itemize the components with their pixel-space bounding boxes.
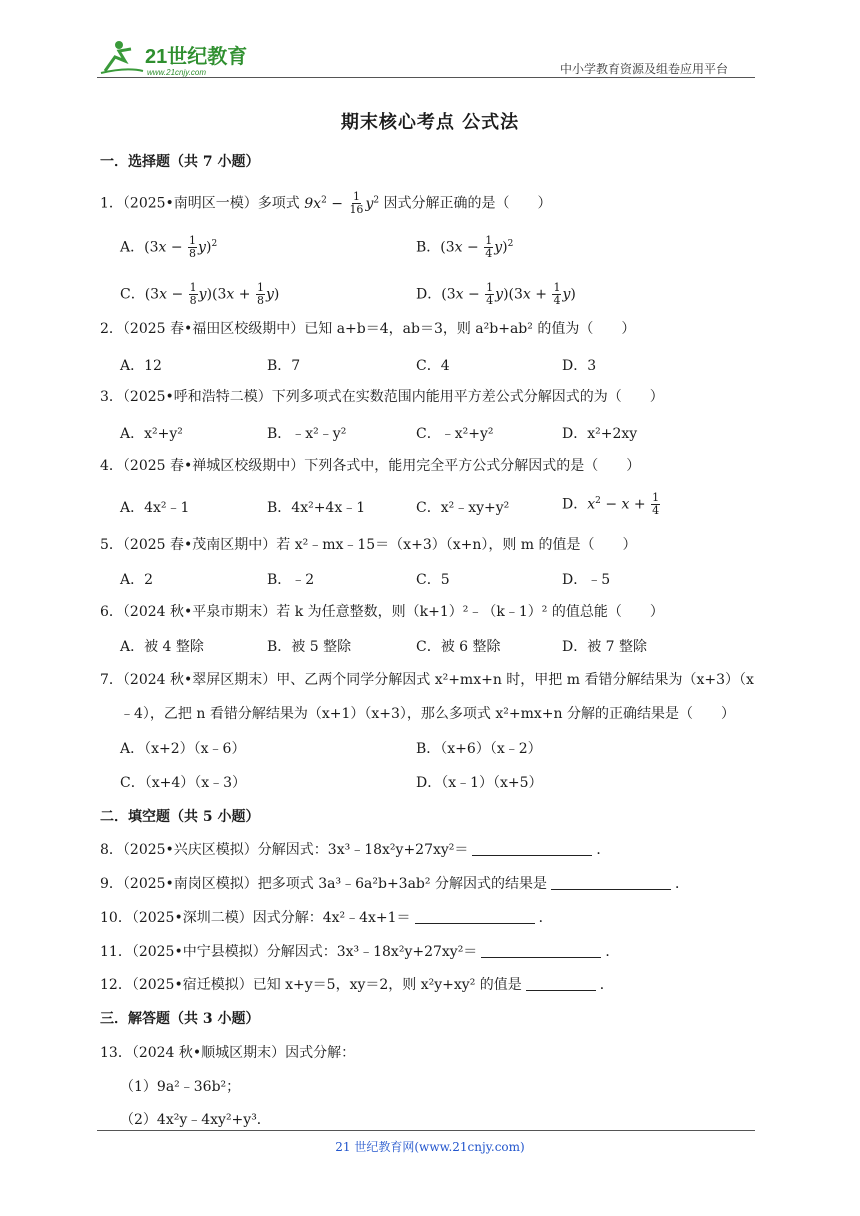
question-2-option-c: C．4 <box>416 358 450 374</box>
svg-text:21世纪教育: 21世纪教育 <box>145 46 248 68</box>
question-11: 11．（2025•中宁县模拟）分解因式：3x³﹣18x²y+27xy²＝ ． <box>100 944 620 960</box>
question-4: 4．（2025 春•禅城区校级期中）下列各式中，能用完全平方公式分解因式的是（ ） <box>100 458 641 474</box>
question-6-option-a: A．被 4 整除 <box>120 639 204 655</box>
question-1-option-b: B．(3x − $\frac{1}{4}$ y)$^2$ <box>416 234 514 260</box>
question-2-option-b: B．7 <box>267 358 301 374</box>
question-7-option-c: C．（x+4）（x﹣3） <box>120 775 247 791</box>
question-2: 2．（2025 春•福田区校级期中）已知 a+b＝4，ab＝3，则 a²b+ab² 的值为（ ） <box>100 321 636 337</box>
section-heading-answer: 三．解答题（共 3 小题） <box>100 1011 260 1027</box>
question-3-option-a: A．x²+y² <box>120 426 183 442</box>
question-6-option-c: C．被 6 整除 <box>416 639 501 655</box>
question-5-option-a: A．2 <box>120 572 154 588</box>
question-10: 10．（2025•深圳二模）因式分解：4x²﹣4x+1＝ ． <box>100 910 553 926</box>
question-7-option-d: D．（x﹣1）（x+5） <box>416 775 543 791</box>
question-1-expression: $9x^2$ − $\frac{1}{16}$ $y^2$ <box>304 190 380 217</box>
question-6: 6．（2024 秋•平泉市期末）若 k 为任意整数，则（k+1）²﹣（k﹣1）² 的值总能（ ） <box>100 604 664 620</box>
site-logo <box>97 37 267 79</box>
section-heading-choice: 一．选择题（共 7 小题） <box>100 154 260 170</box>
question-7-line-2: ﹣4），乙把 n 看错分解结果为（x+1）（x+3），那么多项式 x²+mx+n 分解的正确结果是（ ） <box>120 706 735 722</box>
question-6-option-d: D．被 7 整除 <box>562 639 648 655</box>
question-9: 9．（2025•南岗区模拟）把多项式 3a³﹣6a²b+3ab² 分解因式的结果是 ． <box>100 876 689 892</box>
footer-divider <box>97 1130 755 1131</box>
answer-blank-8[interactable] <box>472 841 592 856</box>
question-3-option-c: C．﹣x²+y² <box>416 426 494 442</box>
question-1-option-c: C．(3x − $\frac{1}{8}$ y)(3x + $\frac{1}{8}$ y) <box>120 281 280 307</box>
question-1-option-d: D．(3x − $\frac{1}{4}$ y)(3x + $\frac{1}{4}$ y) <box>416 281 576 307</box>
question-8: 8．（2025•兴庆区模拟）分解因式：3x³﹣18x²y+27xy²＝ ． <box>100 842 611 858</box>
question-2-option-a: A．12 <box>120 358 162 374</box>
question-7-option-a: A．（x+2）（x﹣6） <box>120 741 246 757</box>
question-1 <box>100 190 760 216</box>
question-12: 12．（2025•宿迁模拟）已知 x+y＝5，xy＝2，则 x²y+xy² 的值是 ． <box>100 977 614 993</box>
page-title: 期末核心考点 公式法 <box>340 112 520 133</box>
question-2-option-d: D．3 <box>562 358 597 374</box>
question-6-option-b: B．被 5 整除 <box>267 639 352 655</box>
question-1-suffix: 因式分解正确的是（ ） <box>383 195 552 212</box>
header-divider <box>97 77 755 78</box>
answer-blank-10[interactable] <box>415 909 535 924</box>
footer-link[interactable]: 21 世纪教育网(www.21cnjy.com) <box>335 1140 525 1154</box>
question-3: 3．（2025•呼和浩特二模）下列多项式在实数范围内能用平方差公式分解因式的为（ ） <box>100 389 664 405</box>
question-3-option-b: B．﹣x²﹣y² <box>267 426 347 442</box>
answer-blank-9[interactable] <box>551 875 671 890</box>
question-7-line-1: 7．（2024 秋•翠屏区期末）甲、乙两个同学分解因式 x²+mx+n 时，甲把 m 看错分解结果为（x+3）（x <box>100 672 754 688</box>
answer-blank-11[interactable] <box>481 943 601 958</box>
question-5-option-d: D．﹣5 <box>562 572 611 588</box>
question-4-option-b: B．4x²+4x﹣1 <box>267 500 366 516</box>
question-13-part-1: （1）9a²﹣36b²； <box>120 1079 241 1095</box>
question-7-option-b: B．（x+6）（x﹣2） <box>416 741 542 757</box>
question-4-option-d: D．$x^2 - x$ + $\frac{1}{4}$ <box>562 491 660 517</box>
question-5-option-c: C．5 <box>416 572 450 588</box>
question-13-part-2: （2）4x²y﹣4xy²+y³． <box>120 1112 271 1128</box>
question-1-prefix: 1．（2025•南明区一模）多项式 <box>100 195 300 212</box>
question-5: 5．（2025 春•茂南区期中）若 x²﹣mx﹣15＝（x+3）（x+n），则 m 的值是（ ） <box>100 537 637 553</box>
question-4-option-c: C．x²﹣xy+y² <box>416 500 510 516</box>
question-4-option-a: A．4x²﹣1 <box>120 500 190 516</box>
question-3-option-d: D．x²+2xy <box>562 426 638 442</box>
section-heading-fill: 二．填空题（共 5 小题） <box>100 809 260 825</box>
header-platform-text: 中小学教育资源及组卷应用平台 <box>560 62 729 76</box>
answer-blank-12[interactable] <box>526 976 596 991</box>
svg-text:www.21cnjy.com: www.21cnjy.com <box>147 68 206 77</box>
question-5-option-b: B．﹣2 <box>267 572 315 588</box>
question-13: 13．（2024 秋•顺城区期末）因式分解： <box>100 1045 356 1061</box>
question-1-option-a: A．(3x − $\frac{1}{8}$ y)$^2$ <box>120 234 218 260</box>
